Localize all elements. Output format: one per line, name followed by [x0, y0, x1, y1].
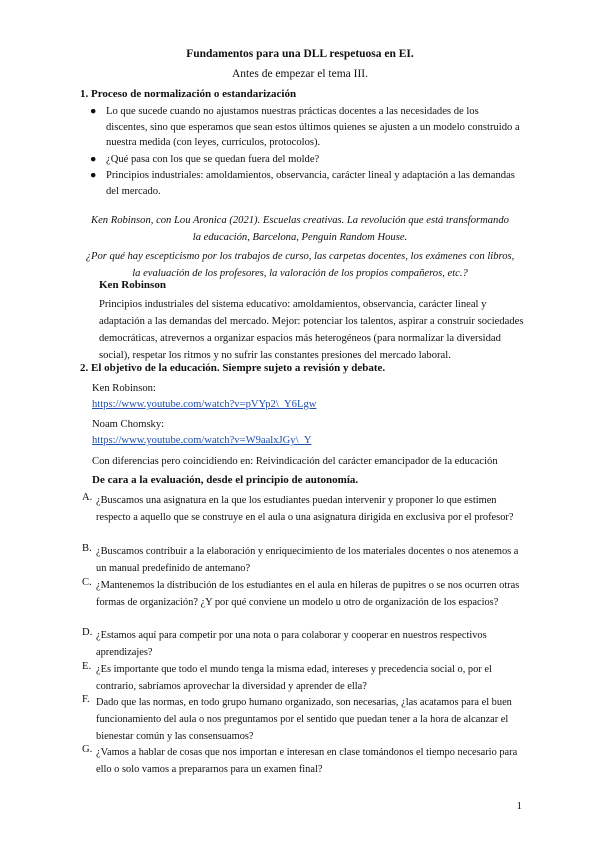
list-item: [82, 543, 528, 577]
bullet-text: Lo que sucede cuando no ajustamos nuestras prácticas docentes a las necesidades de los discentes, sino que esperamos que sean estos últimos quienes se ajusten a un modelo construido a nuestra medida (con leyes, currículos, protocolos).: [106, 106, 520, 148]
bullet-item: [80, 152, 520, 168]
document-subtitle: Antes de empezar el tema III.: [231, 68, 368, 80]
list-item-letter: C.: [82, 577, 92, 588]
conclusion-text: Con diferencias pero coincidiendo en: Reivindicación del carácter emancipador de la educación: [92, 456, 498, 467]
list-item-text: ¿Mantenemos la distribución de los estudiantes en el aula en hileras de pupitres o se nos ocurren otras formas de organización? ¿Y por qué conviene un modelo u otro de organización de los espacios?: [96, 580, 520, 608]
bullet-item: [80, 168, 520, 199]
list-item-letter: E.: [82, 661, 92, 672]
bullet-item: [80, 104, 520, 151]
list-item-letter: A.: [82, 492, 93, 503]
robinson-paragraph: Principios industriales del sistema educativo: amoldamientos, observancia, carácter lineal y adaptación a las demandas del mercado. Mejor: potenciar los talentos, aspirar a construir sociedades democráticas, atrevernos a organizar espacios más heterogéneos (para normalizar la diversidad social), respetar los ritmos y no sufrir las constantes presiones del mercado laboral.: [99, 299, 524, 361]
citation-line: la educación, Barcelona, Penguin Random House.: [192, 232, 408, 243]
document-title: Fundamentos para una DLL respetuosa en EI.: [186, 48, 414, 60]
citation-line: Ken Robinson, con Lou Aronica (2021). Escuelas creativas. La revolución que está transformando: [91, 215, 509, 226]
list-item: [82, 492, 528, 526]
section-1-heading: 1. Proceso de normalización o estandarización: [80, 88, 297, 100]
list-item: [82, 627, 528, 661]
bullet-text: ¿Qué pasa con los que se quedan fuera del molde?: [106, 153, 320, 165]
list-item: [82, 744, 528, 778]
youtube-link-chomsky[interactable]: https://www.youtube.com/watch?v=W9aalxJGy\_Y: [92, 435, 312, 446]
page-number: 1: [516, 800, 522, 812]
bullet-icon: ●: [90, 106, 97, 117]
person-label: Noam Chomsky:: [92, 419, 165, 430]
person-label: Ken Robinson:: [92, 383, 156, 394]
list-item-letter: F.: [82, 694, 90, 705]
quote-line: ¿Por qué hay escepticismo por los trabajos de curso, las carpetas docentes, los exámenes con libros,: [85, 251, 515, 262]
list-item-letter: D.: [82, 627, 93, 638]
citation-block: [60, 212, 540, 282]
list-item-letter: B.: [82, 543, 92, 554]
list-item-text: Dado que las normas, en todo grupo humano organizado, son necesarias, ¿las acatamos para el buen funcionamiento del aula o nos preguntamos por el sentido que puedan tener a la hora de alcanzar el bienestar común y las consensuamos?: [96, 697, 512, 742]
list-item-text: ¿Buscamos una asignatura en la que los estudiantes puedan intervenir y proponer lo que estimen respecto a aquello que se construye en el aula o una asignatura dirigida en exclusiva por el profesor?: [96, 495, 514, 523]
robinson-heading: Ken Robinson: [99, 279, 166, 291]
quote-line: la evaluación de los profesores, la valoración de los propios compañeros, etc.?: [132, 268, 468, 279]
youtube-link-robinson[interactable]: https://www.youtube.com/watch?v=pVYp2\_Y6Lgw: [92, 399, 317, 410]
list-item: [82, 661, 528, 695]
list-item: [82, 694, 528, 745]
bullet-text: Principios industriales: amoldamientos, observancia, carácter lineal y adaptación a las demandas del mercado.: [106, 170, 515, 197]
section-2-heading: 2. El objetivo de la educación. Siempre sujeto a revisión y debate.: [80, 362, 386, 374]
bullet-icon: ●: [90, 170, 97, 181]
list-item-text: ¿Estamos aquí para competir por una nota o para colaborar y cooperar en nuestros respectivos aprendizajes?: [96, 630, 487, 658]
bullet-icon: ●: [90, 153, 97, 165]
list-item-text: ¿Buscamos contribuir a la elaboración y enriquecimiento de los materiales docentes o nos atenemos a un manual predefinido de antemano?: [96, 546, 519, 574]
list-item-text: ¿Vamos a hablar de cosas que nos importan e interesan en clase tomándonos el tiempo necesario para ello o solo vamos a prepararnos para un examen final?: [96, 747, 518, 775]
section-1-bullet-list: [80, 104, 520, 200]
evaluation-subheading: De cara a la evaluación, desde el principio de autonomía.: [92, 474, 359, 486]
list-item-text: ¿Es importante que todo el mundo tenga la misma edad, intereses y precedencia social o, por el contrario, sabríamos aprovechar la diversidad y aprender de ella?: [96, 664, 492, 692]
list-item-letter: G.: [82, 744, 93, 755]
list-item: [82, 577, 528, 611]
